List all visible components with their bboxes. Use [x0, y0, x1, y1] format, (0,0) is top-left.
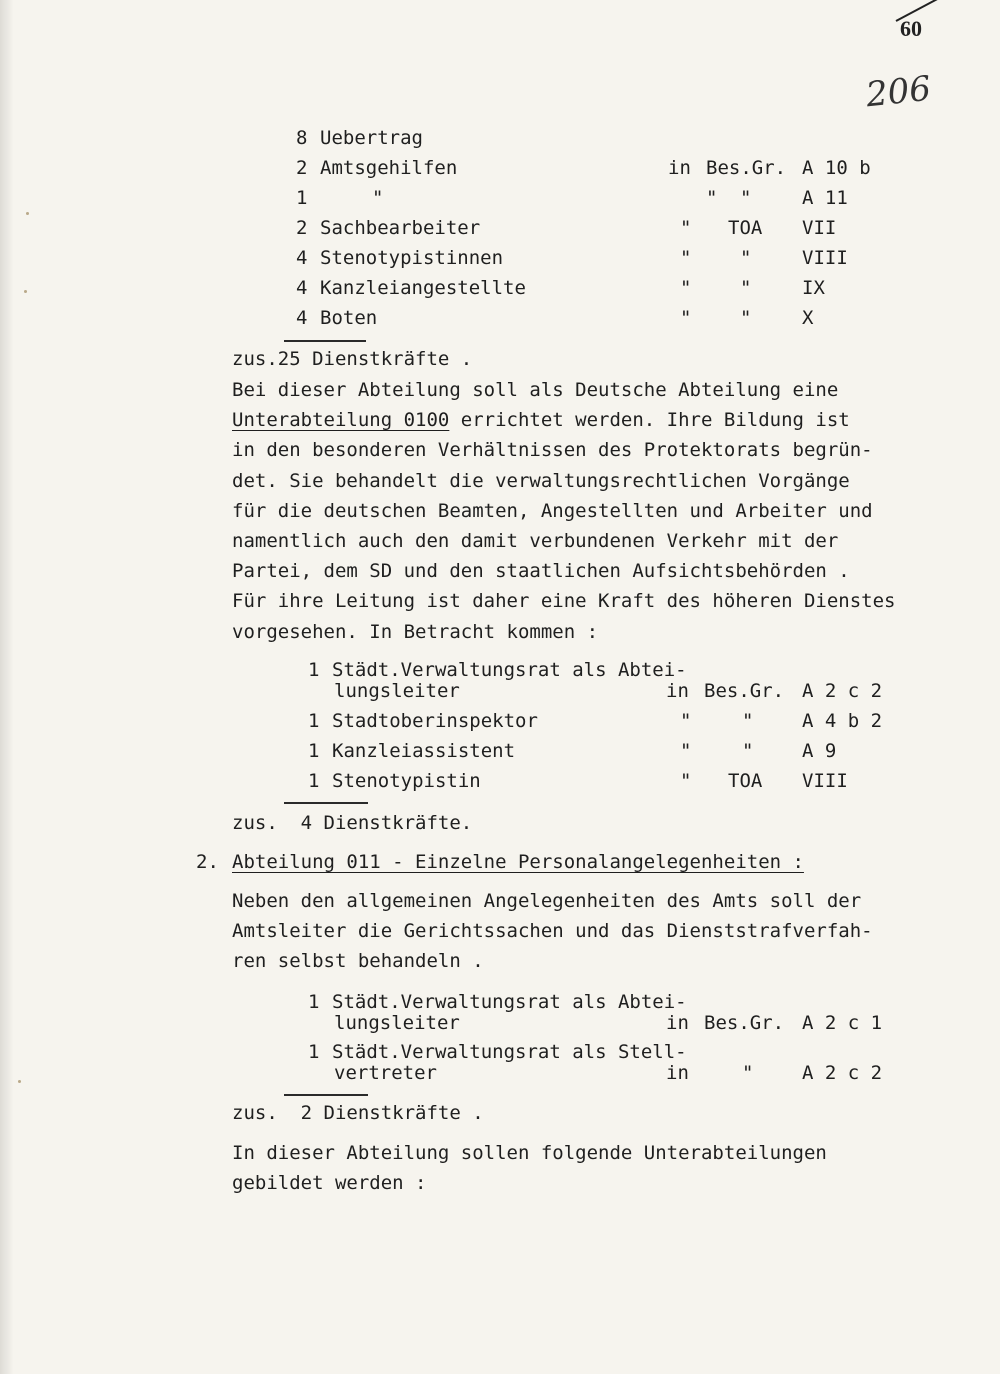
staff-count: 8 [296, 127, 308, 149]
pay-scale: " [740, 277, 752, 299]
staff-count: 1 [308, 770, 320, 792]
staff-count: 1 [308, 710, 320, 732]
pay-scale: " [742, 740, 754, 762]
staff-title: Stadtoberinspektor [332, 710, 538, 732]
section-number: 2. [196, 851, 219, 873]
text-line: Für ihre Leitung ist daher eine Kraft des höheren Dienstes [232, 590, 896, 613]
total-staff-3: zus. 2 Dienstkräfte . [232, 1102, 484, 1124]
paper-speck [18, 1080, 21, 1083]
staff-title: Kanzleiassistent [332, 740, 516, 762]
staff-title: Amtsgehilfen [320, 157, 458, 179]
staff-count: 4 [296, 307, 308, 329]
pay-scale: TOA [728, 217, 763, 239]
pay-grade: VII [802, 217, 837, 239]
text-line [232, 405, 962, 435]
staff-title: Städt.Verwaltungsrat als Abtei- [332, 991, 687, 1013]
text-line: Partei, dem SD und den staatlichen Aufsichtsbehörden . [232, 560, 850, 583]
text-line: gebildet werden : [232, 1172, 427, 1195]
text-line: ren selbst behandeln . [232, 950, 484, 973]
paragraph-3 [232, 1138, 962, 1198]
pay-scale: " [742, 1062, 754, 1084]
pay-prefix: " [680, 710, 692, 732]
staff-count: 2 [296, 217, 308, 239]
staff-title-continued: lungsleiter [334, 1012, 460, 1034]
paragraph-1 [232, 375, 962, 647]
pay-scale: " [742, 710, 754, 732]
paper-speck [24, 290, 27, 293]
total-staff-2: zus. 4 Dienstkräfte. [232, 812, 473, 834]
staff-title: " [372, 187, 384, 209]
total-staff-1: zus.25 Dienstkräfte . [232, 348, 473, 370]
staff-title: Städt.Verwaltungsrat als Stell- [332, 1041, 687, 1063]
pay-scale: Bes.Gr. [704, 680, 785, 702]
staff-title: Boten [320, 307, 378, 329]
pay-prefix: " [680, 217, 692, 239]
pay-grade: VIII [802, 770, 848, 792]
staff-count: 1 [308, 659, 320, 681]
paragraph-2 [232, 886, 962, 977]
staff-count: 4 [296, 247, 308, 269]
text-line: für die deutschen Beamten, Angestellten und Arbeiter und [232, 499, 873, 522]
staff-title-continued: vertreter [334, 1062, 437, 1084]
pay-prefix: " [680, 247, 692, 269]
staff-count: 1 [308, 1041, 320, 1063]
pay-grade: VIII [802, 247, 848, 269]
pay-grade: A 9 [802, 740, 837, 762]
staff-count: 2 [296, 157, 308, 179]
underlined-term: Unterabteilung 0100 [232, 409, 450, 432]
pay-grade: A 11 [802, 187, 848, 209]
staff-count: 4 [296, 277, 308, 299]
page-edge-shadow [0, 0, 14, 1374]
staff-title: Kanzleiangestellte [320, 277, 526, 299]
pay-prefix: in [668, 157, 691, 179]
pay-grade: A 2 c 2 [802, 1062, 883, 1084]
pay-scale: Bes.Gr. [706, 157, 787, 179]
text-line: det. Sie behandelt die verwaltungsrechtlichen Vorgänge [232, 469, 850, 492]
pay-prefix: " [680, 770, 692, 792]
staff-count: 1 [308, 991, 320, 1013]
sum-divider [284, 802, 368, 804]
text-line: vorgesehen. In Betracht kommen : [232, 620, 599, 643]
pay-grade: A 2 c 1 [802, 1012, 883, 1034]
staff-count: 1 [308, 740, 320, 762]
pay-scale: Bes.Gr. [704, 1012, 785, 1034]
pay-scale: " [740, 187, 752, 209]
pay-prefix: " [680, 740, 692, 762]
text-line: Bei dieser Abteilung soll als Deutsche Abteilung eine [232, 379, 839, 401]
pay-prefix: " [680, 277, 692, 299]
pay-grade: A 10 b [802, 157, 871, 179]
pay-prefix: " [680, 307, 692, 329]
staff-title: Stenotypistin [332, 770, 481, 792]
text-line: Neben den allgemeinen Angelegenheiten des Amts soll der [232, 890, 862, 912]
sum-divider [284, 1094, 368, 1096]
pay-scale: " [740, 307, 752, 329]
new-page-number: 206 [864, 68, 933, 116]
pay-grade: IX [802, 277, 825, 299]
pay-prefix: " [706, 187, 718, 209]
old-page-number: 60 [900, 16, 922, 41]
staff-title: Städt.Verwaltungsrat als Abtei- [332, 659, 687, 681]
pay-grade: A 2 c 2 [802, 680, 883, 702]
section-heading: Abteilung 011 - Einzelne Personalangelegenheiten : [232, 851, 804, 873]
staff-title: Uebertrag [320, 127, 423, 149]
text-line: Amtsleiter die Gerichtssachen und das Dienststrafverfah- [232, 920, 873, 943]
paper-speck [26, 212, 29, 215]
pay-prefix: in [666, 1062, 689, 1084]
text-segment: errichtet werden. Ihre Bildung ist [449, 409, 850, 432]
pay-scale: " [740, 247, 752, 269]
staff-title-continued: lungsleiter [334, 680, 460, 702]
text-line: in den besonderen Verhältnissen des Protektorats begrün- [232, 439, 873, 462]
pay-prefix: in [666, 680, 689, 702]
staff-title: Stenotypistinnen [320, 247, 504, 269]
pay-scale: TOA [728, 770, 763, 792]
text-line: namentlich auch den damit verbundenen Verkehr mit der [232, 530, 839, 553]
pay-prefix: in [666, 1012, 689, 1034]
pay-grade: X [802, 307, 814, 329]
staff-title: Sachbearbeiter [320, 217, 481, 239]
sum-divider [284, 340, 366, 342]
pay-grade: A 4 b 2 [802, 710, 883, 732]
text-line: In dieser Abteilung sollen folgende Unterabteilungen [232, 1142, 827, 1164]
staff-count: 1 [296, 187, 308, 209]
